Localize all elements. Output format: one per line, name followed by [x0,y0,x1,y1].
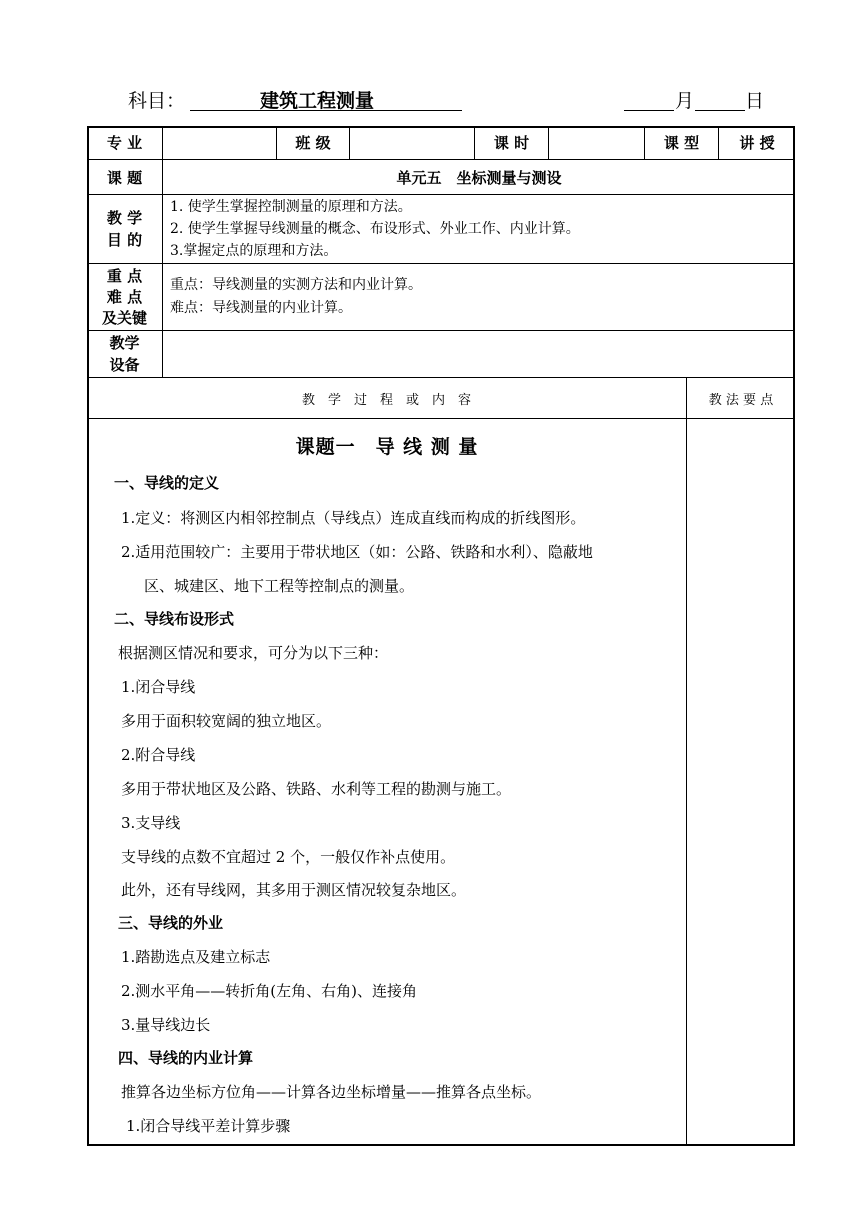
content-line: 根据测区情况和要求，可分为以下三种： [118,644,389,662]
content-line: 1.闭合导线 [121,678,196,696]
topic-label: 课 题 [106,168,143,187]
content-line: 推算各边坐标方位角——计算各边坐标增量——推算各点坐标。 [121,1083,542,1101]
hours-label: 课 时 [493,134,530,152]
goal-item: 1. 使学生掌握控制测量的原理和方法。 [170,199,412,215]
row-divider [87,194,795,195]
subject-underline [190,110,462,111]
method-header: 教 法 要 点 [708,392,774,408]
key-label: 重 点 难 点 及关键 [101,266,147,327]
class-label: 班 级 [295,134,331,152]
hours-value[interactable] [549,126,644,159]
goal-item: 3.掌握定点的原理和方法。 [170,243,338,259]
subject-value: 建筑工程测量 [260,90,375,112]
month-blank[interactable] [624,110,674,111]
content-line: 3.量导线边长 [121,1016,211,1034]
type-value: 讲 授 [739,134,775,152]
content-line: 多用于带状地区及公路、铁路、水利等工程的勘测与施工。 [121,780,512,798]
content-line: 3.支导线 [121,814,181,832]
section-heading: 二、导线布设形式 [114,610,235,628]
content-line: 1.踏勘选点及建立标志 [121,948,271,966]
key-point: 重点：导线测量的实测方法和内业计算。 [170,277,422,293]
content-line: 2.适用范围较广：主要用于带状地区（如：公路、铁路和水利）、隐蔽地 [121,543,593,561]
equipment-value[interactable] [163,331,795,377]
document-header [0,86,860,116]
type-label: 课 型 [663,134,700,152]
major-label: 专 业 [106,134,143,152]
content-line: 1.闭合导线平差计算步骤 [126,1117,291,1135]
content-line: 1.定义：将测区内相邻控制点（导线点）连成直线而构成的折线图形。 [121,509,586,527]
month-label: 月 [675,90,695,112]
topic-value: 单元五 坐标测量与测设 [396,168,562,187]
process-header: 教 学 过 程 或 内 容 [301,392,471,408]
key-point: 难点：导线测量的内业计算。 [170,300,352,316]
day-label: 日 [745,90,765,112]
lesson-title: 课题一 导 线 测 量 [295,436,479,458]
row-divider [87,263,795,264]
subject-label: 科目： [128,90,186,112]
content-line: 区、城建区、地下工程等控制点的测量。 [144,577,415,595]
class-value[interactable] [350,126,474,159]
section-heading: 三、导线的外业 [118,914,224,932]
content-line: 2.附合导线 [121,746,196,764]
section-heading: 四、导线的内业计算 [118,1049,254,1067]
goal-item: 2. 使学生掌握导线测量的概念、布设形式、外业工作、内业计算。 [170,221,580,237]
goal-label: 教 学 目 的 [106,209,143,249]
content-line: 2.测水平角——转折角(左角、右角)、连接角 [121,982,418,1000]
content-line: 此外，还有导线网，其多用于测区情况较复杂地区。 [121,881,467,899]
major-value[interactable] [163,126,276,159]
section-heading: 一、导线的定义 [114,474,220,492]
row-divider [87,418,795,419]
equipment-label: 教学 设备 [109,334,140,374]
day-blank[interactable] [695,110,745,111]
col-divider [686,377,687,1144]
content-line: 支导线的点数不宜超过 2 个，一般仅作补点使用。 [121,848,456,866]
content-line: 多用于面积较宽阔的独立地区。 [121,712,332,730]
